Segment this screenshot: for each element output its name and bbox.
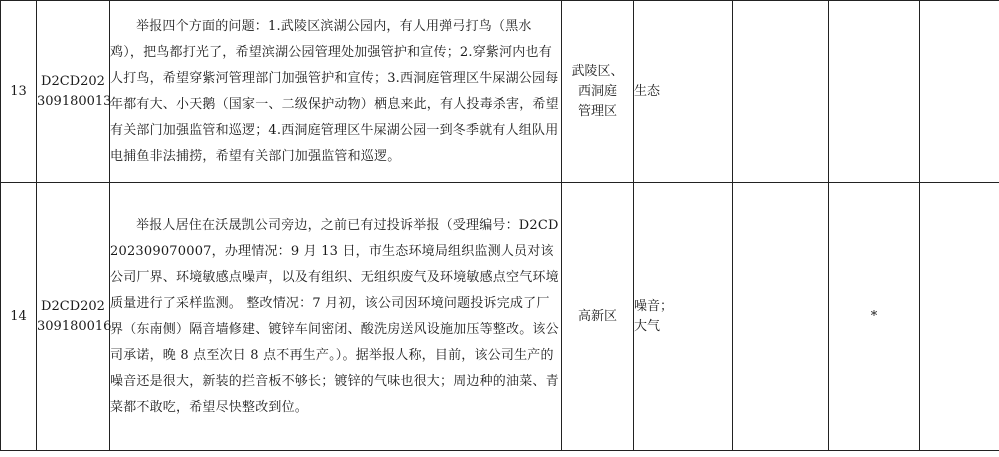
- complaint-content-cell: [110, 1, 562, 183]
- pollution-type: 生态: [634, 83, 661, 99]
- row-number: 14: [1, 183, 37, 451]
- case-id-part: 309180016: [37, 318, 112, 334]
- empty-cell: [733, 183, 829, 451]
- complaint-content: 举报人居住在沃晟凯公司旁边，之前已有过投诉举报（受理编号：D2CD202309070007，办理情况：9 月 13 日，市生态环境局组织监测人员对该公司厂界、环境敏感点噪声，以及有组织、无组织废气及环境敏感点空气环境质量进行了采样监测。 整改情况：7 月初，该公司因环境问题投诉完成了厂界（东南侧）隔音墙修建、镀锌车间密闭、酸洗房送风设施加压等整改。该公司承诺，晚 8 点至次日 8 点不再生产。）。据举报人称，目前，该公司生产的噪音还是很大，新装的拦音板不够长；镀锌的气味也很大；周边种的油菜、青菜都不敢吃，希望尽快整改到位。: [110, 217, 559, 415]
- district-part: 武陵区、: [571, 63, 624, 79]
- complaint-content: 举报四个方面的问题：1.武陵区滨湖公园内，有人用弹弓打鸟（黑水鸡），把鸟都打光了，希望滨湖公园管理处加强管护和宣传；2.穿紫河内也有人打鸟，希望穿紫河管理部门加强管护和宣传；3.西洞庭管理区牛屎湖公园每年都有大、小天鹅（国家一、二级保护动物）栖息来此，有人投毒杀害，希望有关部门加强监管和巡逻；4.西洞庭管理区牛屎湖公园一到冬季就有人组队用电捕鱼非法捕捞，希望有关部门加强监管和巡逻。: [110, 18, 559, 164]
- empty-cell: [733, 1, 829, 183]
- pollution-type-cell: [634, 183, 733, 451]
- case-id-cell: [37, 183, 110, 451]
- complaint-content-cell: [110, 183, 562, 451]
- table-row: [1, 1, 999, 183]
- case-id-part: D2CD202: [41, 73, 105, 89]
- district-part: 管理区: [577, 103, 617, 119]
- empty-cell: [920, 183, 999, 451]
- pollution-type: 噪音；: [634, 298, 674, 314]
- mark-cell: [829, 1, 920, 183]
- district-cell: [562, 183, 634, 451]
- empty-cell: [920, 1, 999, 183]
- case-id-part: D2CD202: [41, 298, 105, 314]
- mark-cell: *: [829, 183, 920, 451]
- district-part: 西洞庭: [577, 83, 617, 99]
- district-part: 高新区: [577, 308, 617, 324]
- table-row: [1, 183, 999, 451]
- case-id-part: 309180013: [37, 93, 112, 109]
- district-cell: [562, 1, 634, 183]
- case-id-cell: [37, 1, 110, 183]
- pollution-type: 大气: [634, 318, 661, 334]
- row-number: 13: [1, 1, 37, 183]
- pollution-type-cell: [634, 1, 733, 183]
